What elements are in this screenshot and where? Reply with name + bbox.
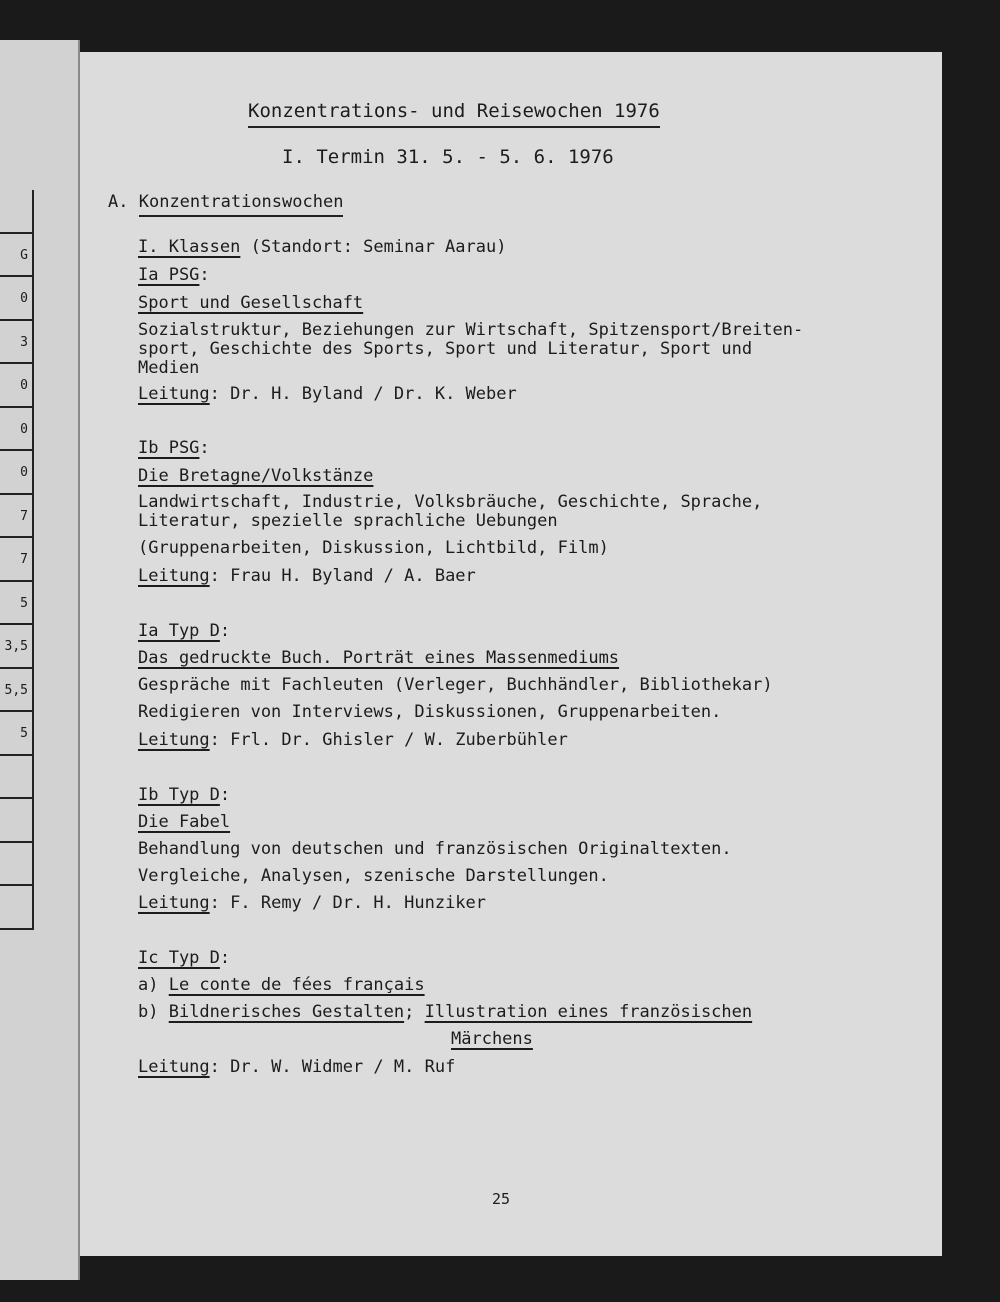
desc-line: (Gruppenarbeiten, Diskussion, Lichtbild, Film) (138, 538, 609, 558)
class-line-ic-typ-d: Ic Typ D: (138, 948, 231, 968)
leitung-line: Leitung: Frl. Dr. Ghisler / W. Zuberbühler (138, 730, 568, 750)
page-title: Konzentrations- und Reisewochen 1976 (248, 100, 660, 128)
class-line-ia-typ-d: Ia Typ D: (138, 621, 231, 641)
desc-line: Vergleiche, Analysen, szenische Darstellungen. (138, 866, 609, 886)
left-table-cell: 0 (0, 408, 32, 452)
leitung-label: Leitung (138, 384, 210, 404)
item-a-topic: Le conte de fées français (168, 975, 425, 995)
klassen-rest: (Standort: Seminar Aarau) (240, 237, 507, 257)
leitung-line: Leitung: Dr. H. Byland / Dr. K. Weber (138, 384, 517, 404)
left-table-cell: 5 (0, 582, 32, 626)
leitung-names: Dr. W. Widmer / M. Ruf (230, 1057, 456, 1077)
left-table-cell: 0 (0, 451, 32, 495)
section-letter: A. (108, 192, 129, 212)
class-line-ia-psg: Ia PSG: (138, 265, 210, 285)
leitung-names: Frl. Dr. Ghisler / W. Zuberbühler (230, 730, 568, 750)
left-table-cell: 3 (0, 321, 32, 365)
leitung-line: Leitung: F. Remy / Dr. H. Hunziker (138, 893, 487, 913)
topic-bretagne: Die Bretagne/Volkstänze (138, 466, 374, 486)
left-page-edge (0, 40, 80, 1280)
leitung-label: Leitung (138, 566, 210, 586)
class-label: Ia Typ D (138, 621, 220, 641)
leitung-names: Dr. H. Byland / Dr. K. Weber (230, 384, 517, 404)
item-b-topic-2: Illustration eines französischen (424, 1002, 753, 1022)
document-page (80, 52, 942, 1256)
leitung-label: Leitung (138, 893, 210, 913)
desc-line: Redigieren von Interviews, Diskussionen, Gruppenarbeiten. (138, 702, 722, 722)
desc-line: Behandlung von deutschen und französischen Originaltexten. (138, 839, 732, 859)
left-table-cell (0, 843, 32, 887)
item-b-sep: ; (404, 1002, 425, 1022)
left-table-cell: 0 (0, 277, 32, 321)
left-table-cell: 5,5 (0, 669, 32, 713)
left-table-cell (0, 190, 32, 234)
left-table-cell: 7 (0, 538, 32, 582)
leitung-names: Frau H. Byland / A. Baer (230, 566, 476, 586)
left-table-cell (0, 886, 32, 930)
left-table-cell: G (0, 234, 32, 278)
left-page-table (0, 190, 34, 930)
left-table-cell: 5 (0, 712, 32, 756)
class-label: Ib PSG (138, 438, 200, 458)
klassen-line (138, 238, 506, 257)
class-label: Ib Typ D (138, 785, 220, 805)
item-a-line (138, 976, 425, 995)
leitung-names: F. Remy / Dr. H. Hunziker (230, 893, 487, 913)
desc-line: Gespräche mit Fachleuten (Verleger, Buchhändler, Bibliothekar) (138, 675, 773, 695)
section-a-heading (108, 192, 343, 212)
section-label: Konzentrationswochen (139, 192, 344, 217)
class-label: Ia PSG (138, 265, 200, 285)
left-table-cell (0, 756, 32, 800)
item-b-topic-3: Märchens (451, 1029, 533, 1049)
leitung-label: Leitung (138, 730, 210, 750)
desc-line: Landwirtschaft, Industrie, Volksbräuche, Geschichte, Sprache, (138, 492, 763, 512)
leitung-label: Leitung (138, 1057, 210, 1077)
desc-line: Sozialstruktur, Beziehungen zur Wirtschaft, Spitzensport/Breiten- (138, 320, 804, 340)
desc-line: Literatur, spezielle sprachliche Uebungen (138, 511, 558, 531)
item-b-line (138, 1003, 752, 1022)
item-b-prefix: b) (138, 1002, 169, 1022)
item-b-topic: Bildnerisches Gestalten (168, 1002, 405, 1022)
class-line-ib-typ-d: Ib Typ D: (138, 785, 231, 805)
desc-line: Medien (138, 358, 200, 378)
leitung-line: Leitung: Dr. W. Widmer / M. Ruf (138, 1057, 456, 1077)
left-table-cell: 0 (0, 364, 32, 408)
left-table-cell: 3,5 (0, 625, 32, 669)
left-table-cell (0, 799, 32, 843)
class-line-ib-psg: Ib PSG: (138, 438, 210, 458)
item-a-prefix: a) (138, 975, 169, 995)
desc-line: sport, Geschichte des Sports, Sport und Literatur, Sport und (138, 339, 753, 359)
class-label: Ic Typ D (138, 948, 220, 968)
klassen-label: I. Klassen (138, 237, 241, 257)
topic-sport: Sport und Gesellschaft (138, 293, 364, 313)
leitung-line: Leitung: Frau H. Byland / A. Baer (138, 566, 476, 586)
left-table-cell: 7 (0, 495, 32, 539)
page-number: 25 (492, 1190, 511, 1208)
topic-fabel: Die Fabel (138, 812, 231, 832)
topic-buch: Das gedruckte Buch. Porträt eines Massenmediums (138, 648, 620, 668)
termin-line: I. Termin 31. 5. - 5. 6. 1976 (282, 146, 614, 168)
